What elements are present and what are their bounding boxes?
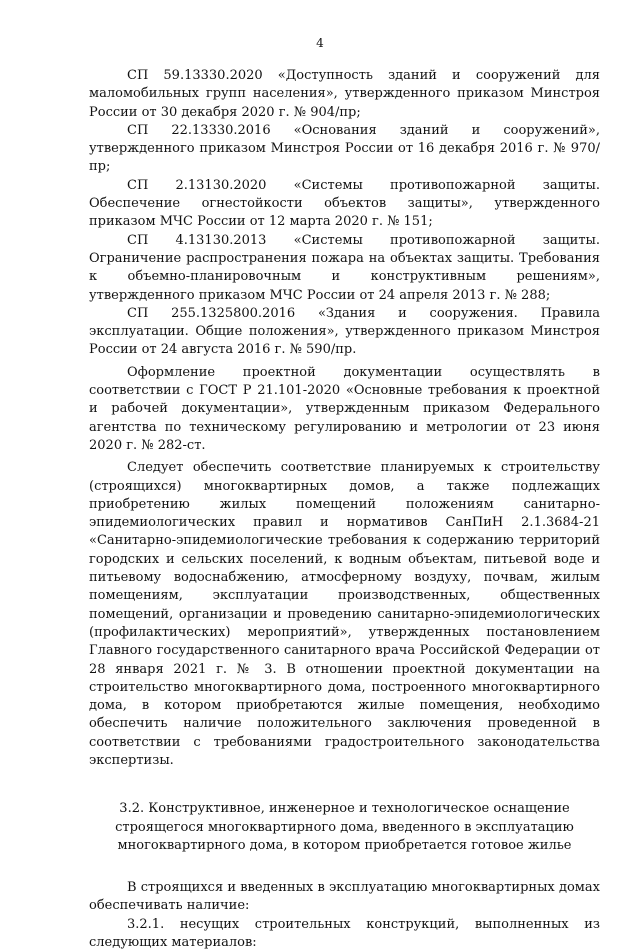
paragraph-gost: Оформление проектной документации осуществлять в соответствии с ГОСТ Р 21.101-2020 «Основные требования к проектной и рабочей документации», утвержденным приказом Федерального агентства по техническому регулированию и метрологии от 23 июня 2020 г. № 282-ст. bbox=[89, 364, 600, 453]
paragraph-sp-2: СП 2.13130.2020 «Системы противопожарной защиты. Обеспечение огнестойкости объектов защиты», утвержденного приказом МЧС России от 12 марта 2020 г. № 151; bbox=[89, 177, 600, 230]
section-heading: 3.2. Конструктивное, инженерное и технологическое оснащение строящегося многоквартирного дома, введенного в эксплуатацию многоквартирного дома, в котором приобретается готовое жилье bbox=[115, 801, 574, 853]
paragraph-sp-59: СП 59.13330.2020 «Доступность зданий и сооружений для маломобильных групп населения», утвержденного приказом Минстроя России от 30 декабря 2020 г. № 904/пр; bbox=[89, 68, 600, 120]
page-number: 4 bbox=[316, 36, 324, 50]
paragraph-sp-22: СП 22.13330.2016 «Основания зданий и сооружений», утвержденного приказом Минстроя России от 16 декабря 2016 г. № 970/пр; bbox=[89, 122, 600, 175]
paragraph-sp-255: СП 255.1325800.2016 «Здания и сооружения. Правила эксплуатации. Общие положения», утвержденного приказом Минстроя России от 24 августа 2016 г. № 590/пр. bbox=[89, 305, 600, 358]
paragraph-sanpin: Следует обеспечить соответствие планируемых к строительству (строящихся) многоквартирных домов, а также подлежащих приобретению жилых помещений положениям санитарно-эпидемиологических правил и нормативов СанПиН 2.1.3684-21 «Санитарно-эпидемиологические требования к содержанию территорий городских и сельских поселений, к водным объектам, питьевой воде и питьевому водоснабжению, атмосферному воздуху, почвам, жилым помещениям, эксплуатации производственных, общественных помещений, организации и проведению санитарно-эпидемиологических (профилактических) мероприятий», утвержденных постановлением Главного государственного санитарного врача Российской Федерации от 28 января 2021 г. № 3. В отношении проектной документации на строительство многоквартирного дома, построенного многоквартирного дома, в котором приобретаются жилые помещения, необходимо обеспечить наличие положительного заключения проведенной в соответствии с требованиями градостроительного законодательства экспертизы. bbox=[89, 460, 600, 768]
paragraph-sp-4: СП 4.13130.2013 «Системы противопожарной защиты. Ограничение распространения пожара на объектах защиты. Требования к объемно-планировочным и конструктивным решениям», утвержденного приказом МЧС России от 24 апреля 2013 г. № 288; bbox=[89, 232, 600, 303]
paragraph-requirements-intro: В строящихся и введенных в эксплуатацию многоквартирных домах обеспечивать наличие: bbox=[89, 880, 600, 914]
document-body bbox=[89, 67, 600, 952]
paragraph-3-2-1: 3.2.1. несущих строительных конструкций, выполненных из следующих материалов: bbox=[89, 916, 600, 951]
